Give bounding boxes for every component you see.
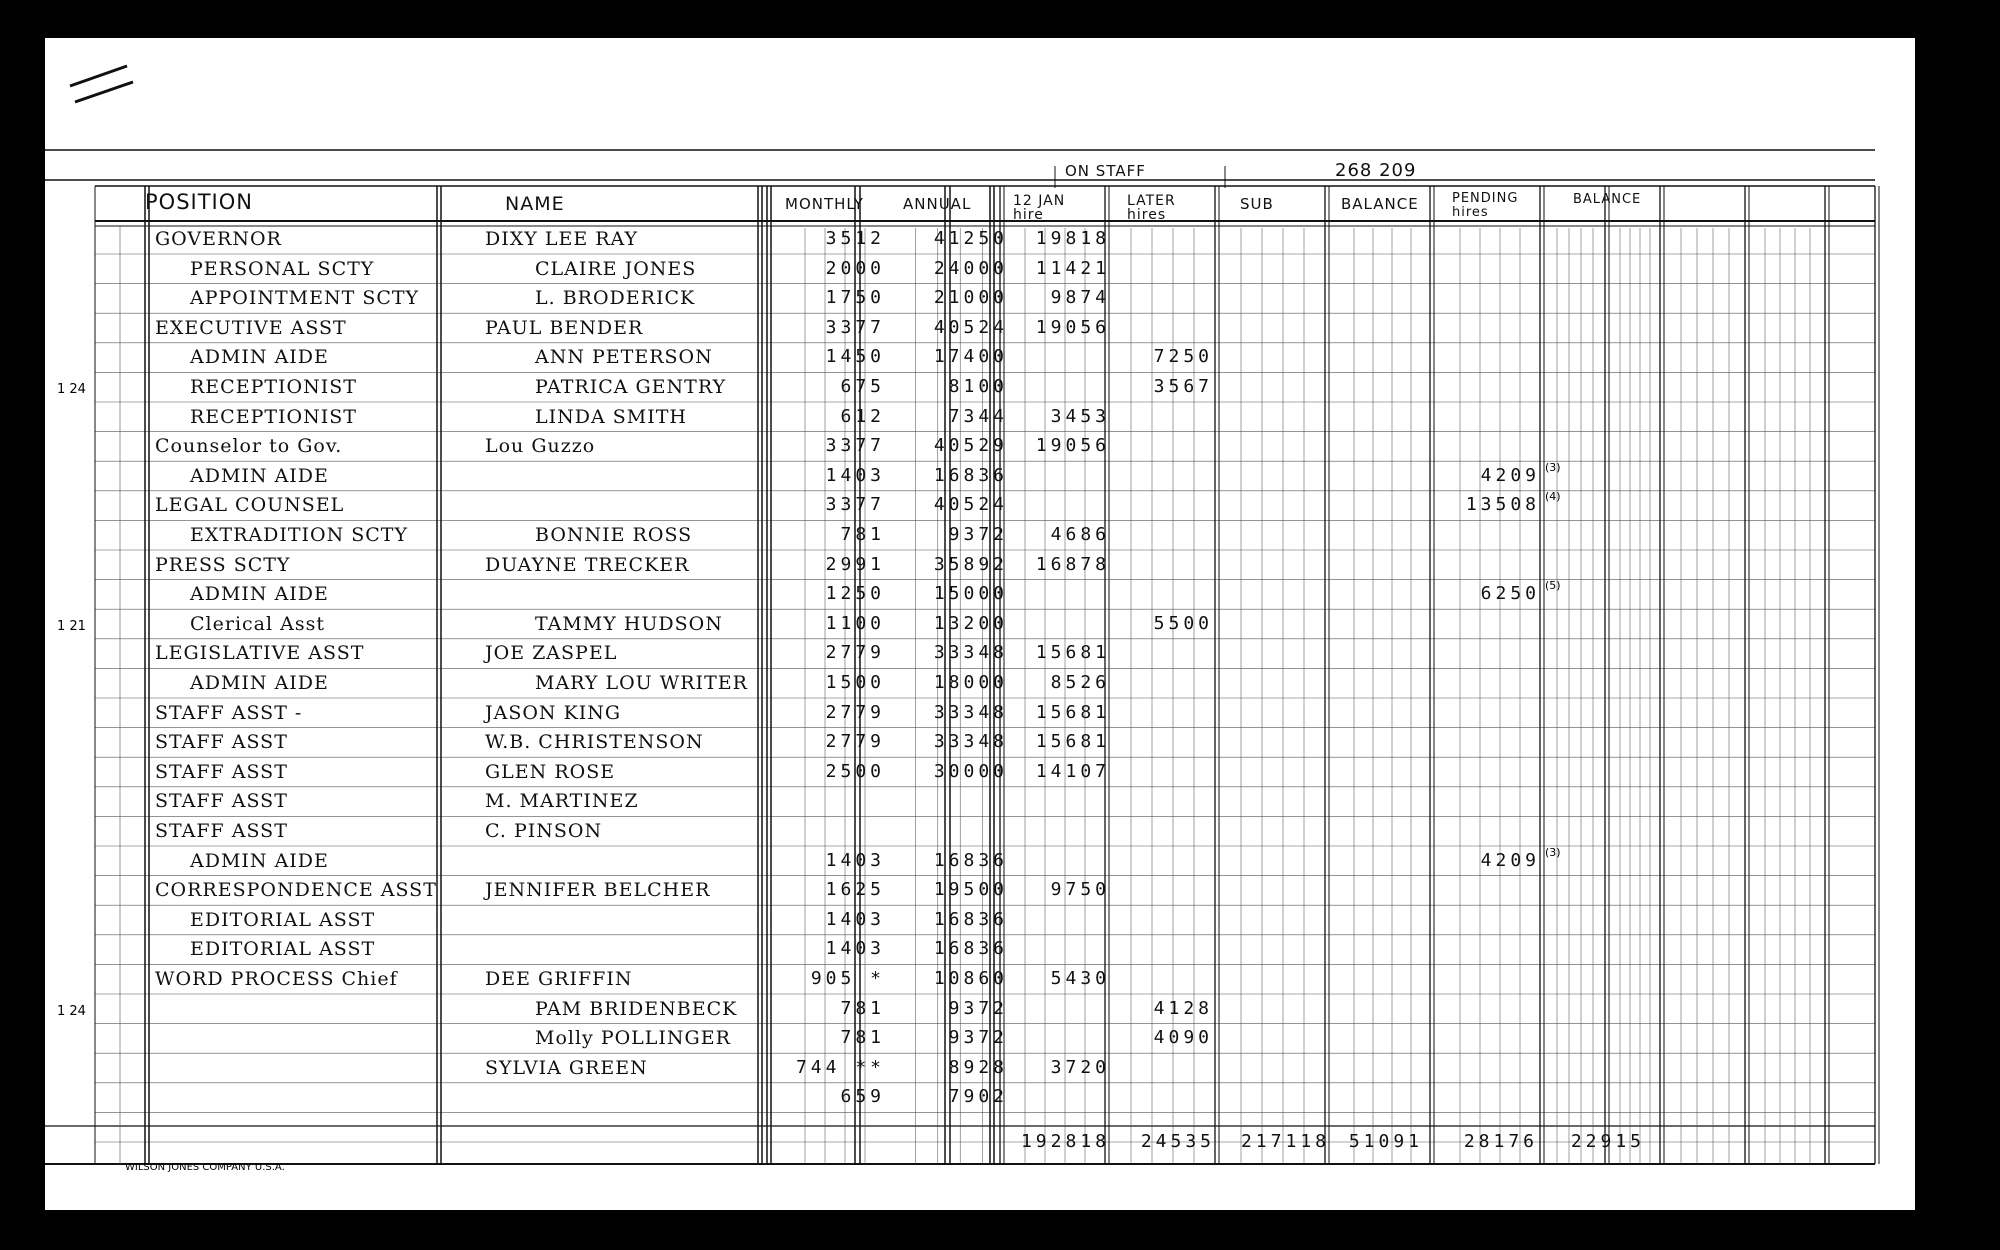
row-monthly: 3377 [825, 494, 885, 516]
row-name: SYLVIA GREEN [485, 1056, 648, 1079]
row-monthly: 3377 [825, 316, 885, 338]
row-position: EXECUTIVE ASST [155, 316, 347, 339]
row-later-hires: 4128 [1153, 997, 1213, 1019]
row-name: MARY LOU WRITER [535, 672, 748, 694]
row-position: PERSONAL SCTY [190, 257, 375, 280]
column-header-sub: SUB [1240, 195, 1274, 213]
row-pending-hires: 4209 [1480, 849, 1540, 871]
row-annual: 8928 [948, 1056, 1008, 1078]
row-name: CLAIRE JONES [535, 257, 697, 280]
row-position: ADMIN AIDE [190, 849, 329, 872]
row-annual: 10860 [933, 968, 1008, 989]
row-position: STAFF ASST [155, 760, 288, 783]
row-annual: 33348 [933, 642, 1008, 664]
row-later-hires: 3567 [1153, 376, 1213, 397]
row-position: WORD PROCESS Chief [155, 968, 398, 990]
row-name: DEE GRIFFIN [485, 968, 633, 990]
row-annual: 9372 [948, 997, 1008, 1019]
row-jan-hire: 4686 [1050, 524, 1110, 545]
row-name: PATRICA GENTRY [535, 376, 727, 398]
ledger-sheet [45, 38, 1915, 1210]
row-pending-hires: 6250 [1480, 583, 1540, 605]
column-header-position: POSITION [145, 190, 253, 214]
row-mark: 1 24 [57, 1003, 86, 1019]
row-monthly: 781 [840, 997, 885, 1019]
row-monthly: 1250 [825, 583, 885, 605]
row-annual: 16836 [933, 938, 1008, 960]
row-name: L. BRODERICK [535, 287, 696, 310]
row-annual: 33348 [933, 701, 1008, 723]
row-position: LEGAL COUNSEL [155, 494, 345, 517]
row-annual: 35892 [933, 553, 1008, 575]
row-monthly: 1403 [825, 938, 885, 960]
row-position: STAFF ASST [155, 731, 288, 754]
row-annual: 40524 [933, 316, 1008, 338]
row-pending-hires: 4209 [1480, 464, 1540, 486]
column-header-name: NAME [505, 193, 565, 215]
row-note: (4) [1545, 490, 1561, 504]
total-jan: 192818 [1020, 1131, 1110, 1152]
row-later-hires: 5500 [1153, 612, 1213, 634]
row-monthly: 744 ** [795, 1056, 885, 1078]
row-monthly: 1403 [825, 908, 885, 930]
row-monthly: 781 [840, 1027, 885, 1049]
row-name: PAUL BENDER [485, 316, 644, 339]
row-position: RECEPTIONIST [190, 376, 357, 398]
row-annual: 24000 [933, 257, 1008, 279]
row-annual: 7344 [948, 405, 1008, 427]
row-annual: 30000 [933, 760, 1008, 782]
row-name: C. PINSON [485, 820, 603, 842]
row-name: LINDA SMITH [535, 405, 687, 428]
row-position: EDITORIAL ASST [190, 908, 376, 931]
footer-imprint: WILSON JONES COMPANY U.S.A. [125, 1162, 285, 1173]
row-position: Clerical Asst [190, 612, 325, 635]
row-name: JOE ZASPEL [485, 642, 618, 665]
row-monthly: 905 * [810, 968, 885, 989]
row-name: W.B. CHRISTENSON [485, 731, 704, 754]
row-monthly: 1450 [825, 346, 885, 368]
column-header-later-hires: LATER hires [1127, 193, 1176, 223]
row-position: EDITORIAL ASST [190, 938, 376, 961]
row-annual: 15000 [933, 583, 1008, 605]
row-position: PRESS SCTY [155, 553, 291, 576]
row-name: DIXY LEE RAY [485, 228, 639, 250]
row-monthly: 781 [840, 524, 885, 545]
row-name: GLEN ROSE [485, 760, 616, 783]
column-header-pending-hires: PENDING hires [1452, 191, 1519, 220]
row-monthly: 675 [840, 376, 885, 397]
row-later-hires: 7250 [1153, 346, 1213, 368]
row-name: TAMMY HUDSON [535, 612, 723, 635]
row-monthly: 2500 [825, 760, 885, 782]
row-jan-hire: 14107 [1035, 760, 1110, 782]
row-position: STAFF ASST [155, 820, 288, 842]
row-mark: 1 24 [57, 382, 86, 397]
row-note: (5) [1545, 579, 1561, 593]
row-annual: 21000 [933, 287, 1008, 309]
row-position: EXTRADITION SCTY [190, 524, 409, 546]
row-monthly: 1100 [825, 612, 885, 634]
row-monthly: 3512 [825, 228, 885, 249]
row-jan-hire: 3453 [1050, 405, 1110, 427]
row-annual: 13200 [933, 612, 1008, 634]
row-monthly: 1750 [825, 287, 885, 309]
row-annual: 33348 [933, 731, 1008, 753]
row-jan-hire: 3720 [1050, 1056, 1110, 1078]
row-monthly: 1500 [825, 672, 885, 693]
row-note: (3) [1545, 460, 1561, 474]
row-monthly: 1625 [825, 879, 885, 901]
row-monthly: 1403 [825, 849, 885, 871]
row-monthly: 1403 [825, 464, 885, 486]
row-position: LEGISLATIVE ASST [155, 642, 365, 665]
row-name: JENNIFER BELCHER [485, 879, 711, 902]
row-position: CORRESPONDENCE ASST [155, 879, 437, 902]
row-annual: 19500 [933, 879, 1008, 901]
row-annual: 18000 [933, 672, 1008, 693]
on-staff-total: 268 209 [1335, 160, 1417, 181]
row-monthly: 659 [840, 1086, 885, 1108]
row-jan-hire: 8526 [1050, 672, 1110, 693]
row-jan-hire: 16878 [1035, 553, 1110, 575]
row-position: STAFF ASST - [155, 701, 303, 724]
row-position: ADMIN AIDE [190, 583, 329, 606]
row-mark: 1 21 [57, 618, 86, 634]
column-header-jan-hire: 12 JAN hire [1013, 193, 1066, 223]
row-name: ANN PETERSON [535, 346, 713, 369]
row-jan-hire: 19056 [1035, 316, 1110, 338]
total-balance: 51091 [1348, 1131, 1423, 1152]
row-monthly: 2779 [825, 701, 885, 723]
row-jan-hire: 11421 [1035, 257, 1110, 279]
row-position: STAFF ASST [155, 790, 288, 813]
row-name: JASON KING [485, 701, 622, 724]
row-monthly: 3377 [825, 435, 885, 457]
row-position: ADMIN AIDE [190, 672, 329, 694]
row-pending-hires: 13508 [1465, 494, 1540, 516]
row-monthly: 2991 [825, 553, 885, 575]
row-name: DUAYNE TRECKER [485, 553, 690, 576]
row-annual: 40529 [933, 435, 1008, 457]
column-header-balance: BALANCE [1341, 195, 1419, 213]
row-position: ADMIN AIDE [190, 464, 329, 487]
row-annual: 40524 [933, 494, 1008, 516]
total-sub: 217118 [1240, 1131, 1330, 1152]
row-annual: 16836 [933, 908, 1008, 930]
row-position: APPOINTMENT SCTY [190, 287, 420, 310]
row-position: ADMIN AIDE [190, 346, 329, 369]
row-jan-hire: 19818 [1035, 228, 1110, 249]
row-monthly: 2000 [825, 257, 885, 279]
row-position: RECEPTIONIST [190, 405, 357, 428]
column-header-balance-2: BALANCE [1573, 192, 1642, 207]
row-annual: 17400 [933, 346, 1008, 368]
row-annual: 8100 [948, 376, 1008, 397]
on-staff-label: ON STAFF [1065, 162, 1146, 180]
row-jan-hire: 15681 [1035, 642, 1110, 664]
row-jan-hire: 15681 [1035, 731, 1110, 753]
row-name: BONNIE ROSS [535, 524, 693, 546]
row-annual: 9372 [948, 524, 1008, 545]
total-balance-2: 22915 [1570, 1131, 1645, 1152]
row-jan-hire: 9874 [1050, 287, 1110, 309]
row-annual: 16836 [933, 464, 1008, 486]
row-later-hires: 4090 [1153, 1027, 1213, 1049]
column-header-annual: ANNUAL [903, 195, 972, 213]
row-monthly: 612 [840, 405, 885, 427]
row-name: Molly POLLINGER [535, 1027, 731, 1050]
row-jan-hire: 5430 [1050, 968, 1110, 989]
row-name: PAM BRIDENBECK [535, 997, 738, 1020]
row-name: M. MARTINEZ [485, 790, 639, 813]
row-annual: 16836 [933, 849, 1008, 871]
row-annual: 9372 [948, 1027, 1008, 1049]
row-position: Counselor to Gov. [155, 435, 343, 458]
row-jan-hire: 15681 [1035, 701, 1110, 723]
row-jan-hire: 9750 [1050, 879, 1110, 901]
total-later: 24535 [1140, 1131, 1215, 1152]
column-header-monthly: MONTHLY [785, 195, 864, 213]
row-annual: 7902 [948, 1086, 1008, 1108]
row-jan-hire: 19056 [1035, 435, 1110, 457]
row-monthly: 2779 [825, 731, 885, 753]
row-note: (3) [1545, 845, 1561, 859]
row-monthly: 2779 [825, 642, 885, 664]
row-name: Lou Guzzo [485, 435, 596, 458]
row-annual: 41250 [933, 228, 1008, 249]
total-pending: 28176 [1463, 1131, 1538, 1152]
row-position: GOVERNOR [155, 228, 282, 250]
